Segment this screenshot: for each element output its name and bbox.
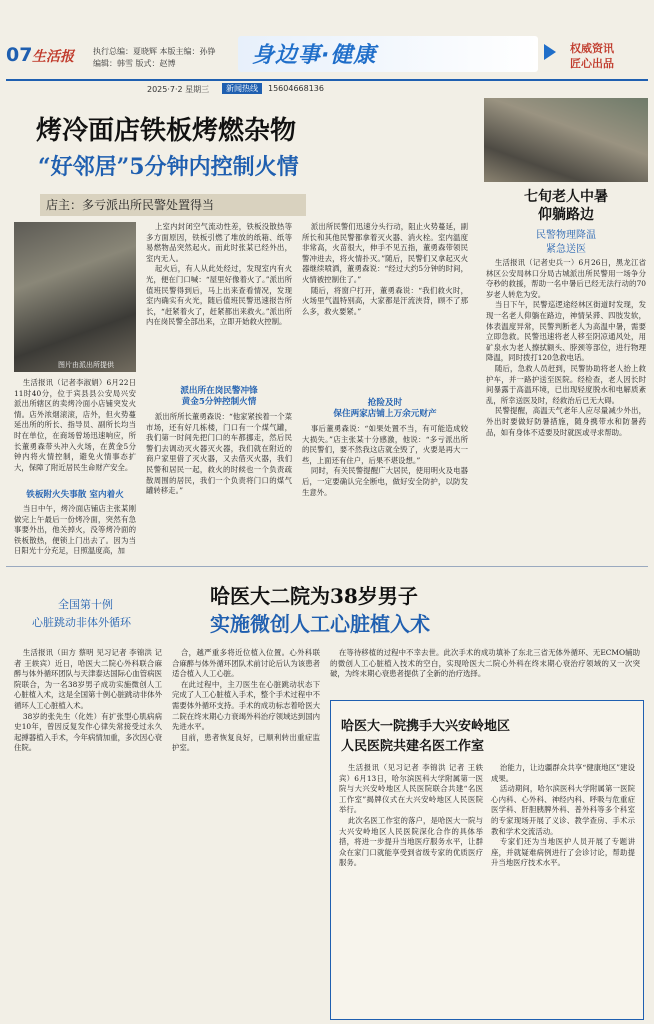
paragraph: 专家们还为当地医护人员开展了专题讲座，并就疑难病例进行了会诊讨论，帮助提升当地医疗技术水平。 <box>491 837 635 868</box>
paragraph: 在此过程中，主刀医生在心脏跳动状态下完成了人工心脏植入手术，整个手术过程中不需要体外循环支持。手术的成功标志着哈医大二院在终末期心力衰竭外科治疗领域达到国内先进水平。 <box>172 679 320 732</box>
paragraph: 上室内封闭空气流动性差，铁板没散热等多方面原因，铁板引燃了堆放的纸箱、纸等易燃物品突然起火。而此时张某已经外出，室内无人。 <box>146 222 292 263</box>
story-heatstroke <box>484 98 648 562</box>
paragraph: 当日下午，民警巡逻途经林区街道时发现，发现一名老人仰躺在路边，神情呆滞、四肢发软，体表温度异常，民警判断老人为高温中暑，需要立即急救。民警迅速将老人移至阴凉通风处，用矿泉水为老人擦拭额头、脖颈等部位，进行物理降温，同时拨打120急救电话。 <box>486 300 646 363</box>
slogan-line-2: 匠心出品 <box>570 57 614 70</box>
paragraph: 生活报讯（田方 蔡明 见习记者 李锦洪 记者 王轶宾）近日，哈医大二院心外科联合麻醉与体外循环团队与天津泰达国际心血管病医院联合，为一名38岁男子成功实施微创人工心脏植入术，这是全国第十例心脏跳动非体外循环人工心脏植入术。 <box>14 648 162 710</box>
paragraph: 活动期间，哈尔滨医科大学附属第一医院心内科、心外科、神经内科、呼吸与危重症医学科、肝胆胰脾外科、普外科等多个科室的专家现场开展了义诊、教学查房、手术示教和学术交流活动。 <box>491 784 635 836</box>
story-fire-col2 <box>146 222 292 382</box>
paragraph: 随后，急救人员赶到，民警协助将老人抬上救护车，并一路护送至医院。经检查，老人因长时间暴露于高温环境，已出现轻度脱水和电解质紊乱，所幸送医及时，经救治后已无大碍。 <box>486 363 646 405</box>
paragraph: 此次名医工作室的落户，是哈医大一院与大兴安岭地区人民医院深化合作的具体举措，将进一步提升当地医疗服务水平，让群众在家门口就能享受到省级专家的优质医疗服务。 <box>339 815 483 868</box>
heatstroke-subtitle-1: 民警物理降温 <box>536 230 596 241</box>
paragraph: 生活报讯（记者李淑娟）6月22日11时40分，位于宾县县公安局兴安派出所辖区的卖烤冷面小店铺突发火情。店外浓烟滚滚，店外，但火势蔓延出所的所长、指导员、副所长均当时在单位，在商场曾场迅速响应，所长董勇森带头冲入火场，在黄金5分钟内将火情控制，避免火情事态扩大，保障了附近居民生命财产安全。 <box>14 378 136 472</box>
paragraph: 民警提醒，高温天气老年人应尽量减少外出，外出时要做好防暑措施，随身携带水和防暑药品，如有身体不适要及时就医或寻求帮助。 <box>486 406 646 437</box>
story-fire-col3 <box>302 222 468 398</box>
paragraph: 派出所民警们迅速分头行动，阻止火势蔓延，副所长和其他民警都拿着灭火器、消火栓。室内温度非常高，火苗很大，伸手不见五指，董勇森带领民警冲进去，将火情扑灭。”随后，民警们又拿起灭火器继续喷洒，董勇森说：“经过大约5分钟的时间，火情被控制住了。” <box>302 222 468 284</box>
paragraph: 生活报讯（记者史兵一）6月26日，黑龙江省林区公安局林口分局古城派出所民警用一场争分夺秒的救援，帮助一名中暑后已经无法行动的70岁老人转危为安。 <box>486 258 646 299</box>
paragraph: 派出所所长董勇森说：“他家紧挨着一个菜市场，还有好几栋楼，门口有一个煤气罐，我们第一时间先把门口的车都挪走，然后民警们去调动灭火器灭火器，我们就在附近的商户家里借了灭火器，又去借灭火器，我们民警和居民一起，救火的时候也一个负责疏散周围的居民，我们一个负责将门口的煤气罐转移走。” <box>146 412 292 496</box>
heatstroke-body <box>486 258 646 558</box>
section-title: 身边事·健康 <box>252 43 377 68</box>
header-rule <box>6 79 648 81</box>
heart-col3-top <box>330 648 640 692</box>
fire-photo-caption: 图片由派出所提供 <box>58 361 114 369</box>
heatstroke-title-1: 七旬老人中暑 <box>524 189 608 205</box>
story-fire-col3b <box>302 424 468 560</box>
clinic-title-1: 哈医大一院携手大兴安岭地区 <box>341 719 511 734</box>
story-heart <box>6 570 648 1024</box>
heart-title-2: 实施微创人工心脏植入术 <box>210 612 430 636</box>
story-fire-col1b <box>14 504 136 560</box>
page-number: 07 <box>6 44 33 66</box>
paragraph: 在等待移植的过程中不幸去世。此次手术的成功填补了东北三省无体外循环、无ECMO辅助的微创人工心脏植入技术的空白，实现哈医大二院心外科在终末期心衰治疗领域的又一次突破，为终末期心衰患者提供了全新的治疗选择。 <box>330 648 640 679</box>
section-divider <box>6 566 648 567</box>
editors-line-2: 编辑：韩雪 版式：赵博 <box>93 59 176 68</box>
paper-name: 生活报 <box>32 49 74 65</box>
clinic-title-2: 人民医院共建名医工作室 <box>341 739 485 754</box>
fire-photo <box>14 222 136 372</box>
story-fire <box>6 98 474 562</box>
paragraph: 合，越严重多将近位植入位置。心外科联合麻醉与体外循环团队术前讨论后认为该患者适合植入人工心脏。 <box>172 648 320 679</box>
page-header <box>0 0 654 100</box>
heatstroke-title-2: 仰躺路边 <box>538 207 594 223</box>
paragraph: 当日中午，烤冷面店铺店主张某刚做完上午最后一份烤冷面，突然有急事要外出，他关掉火，没等烤冷面的铁板散热，便锁上门出去了。因为当日阳光十分充足，日照温度高，加 <box>14 504 136 556</box>
clinic-col2 <box>491 763 635 1015</box>
paragraph: 目前，患者恢复良好，已顺利转出重症监护室。 <box>172 732 320 753</box>
hotline-label: 新闻热线 <box>222 83 262 94</box>
paragraph: 起火后，有人从此处经过，发现室内有火光，便在门口喊：“屋里好像着火了。”派出所值班民警得到后，马上出来查看情况，发现室内确实有火光，随后值班民警迅速报告所长，“赶紧着火了，赶紧都出来救火。”派出所内在岗民警全部出来，立即开始救火控制。 <box>146 264 292 327</box>
story-fire-col3-subhead: 抢险及时 保住两家店铺上万余元财产 <box>333 398 437 419</box>
paragraph: 事后董勇森说：“如果处置不当，有可能造成较大损失。”店主张某十分感激，他说：“多亏派出所的民警们，要不然我这店就全毁了，火要是再大一些，上面还有住户，后果不堪设想。” <box>302 424 468 465</box>
section-arrow-icon <box>544 44 556 60</box>
hotline-number: 15604668136 <box>268 84 324 93</box>
editors-line-1: 执行总编：夏晓辉 本版主编：孙铮 <box>93 47 216 56</box>
story-fire-subtitle: “好邻居”5分钟内控制火情 <box>38 154 299 180</box>
heart-side-title-1: 全国第十例 <box>58 598 113 611</box>
story-fire-col2b <box>146 412 292 560</box>
paragraph: 随后，将窗户打开，董勇森说：“我们救火时，火场里气温特别高，大家都是汗流浃背，顾不了那么多，救火要紧。” <box>302 285 468 316</box>
heart-side-title-2: 心脏跳动非体外循环 <box>32 616 131 629</box>
story-fire-title: 烤冷面店铁板烤燃杂物 <box>36 116 297 146</box>
heart-col2 <box>172 648 320 1020</box>
story-fire-col2-subhead: 派出所在岗民警冲锋 黄金5分钟控制火情 <box>180 386 258 407</box>
paragraph: 同时，有关民警提醒广大居民，使用明火及电器后，一定要确认完全断电，做好安全防护，以防发生意外。 <box>302 466 468 497</box>
issue-date: 2025·7·2 星期三 <box>147 85 210 94</box>
heart-title-1: 哈医大二院为38岁男子 <box>210 584 418 608</box>
story-fire-tagline: 店主：多亏派出所民警处置得当 <box>40 194 306 216</box>
clinic-col1 <box>339 763 483 1015</box>
paragraph: 生活报讯（见习记者 李锦洪 记者 王轶宾）6月13日，哈尔滨医科大学附属第一医院与大兴安岭地区人民医院联合共建“名医工作室”揭牌仪式在大兴安岭地区人民医院举行。 <box>339 763 483 815</box>
heatstroke-subtitle-2: 紧急送医 <box>546 244 586 255</box>
story-clinic <box>330 700 644 1020</box>
paragraph: 38岁的张先生（化姓）有扩张型心肌病病史10年，曾因反复发作心律失常接受过永久起搏器植入手术，今年病情加重，多次因心衰住院。 <box>14 711 162 753</box>
slogan-line-1: 权威资讯 <box>570 42 614 55</box>
story-fire-col1 <box>14 378 136 488</box>
paragraph: 治能力，让边疆群众共享“健康地区”建设成果。 <box>491 763 635 783</box>
heart-col1 <box>14 648 162 1020</box>
story-fire-col1-subhead: 铁板附火失事散 室内着火 <box>26 490 124 500</box>
heatstroke-photo <box>484 98 648 182</box>
